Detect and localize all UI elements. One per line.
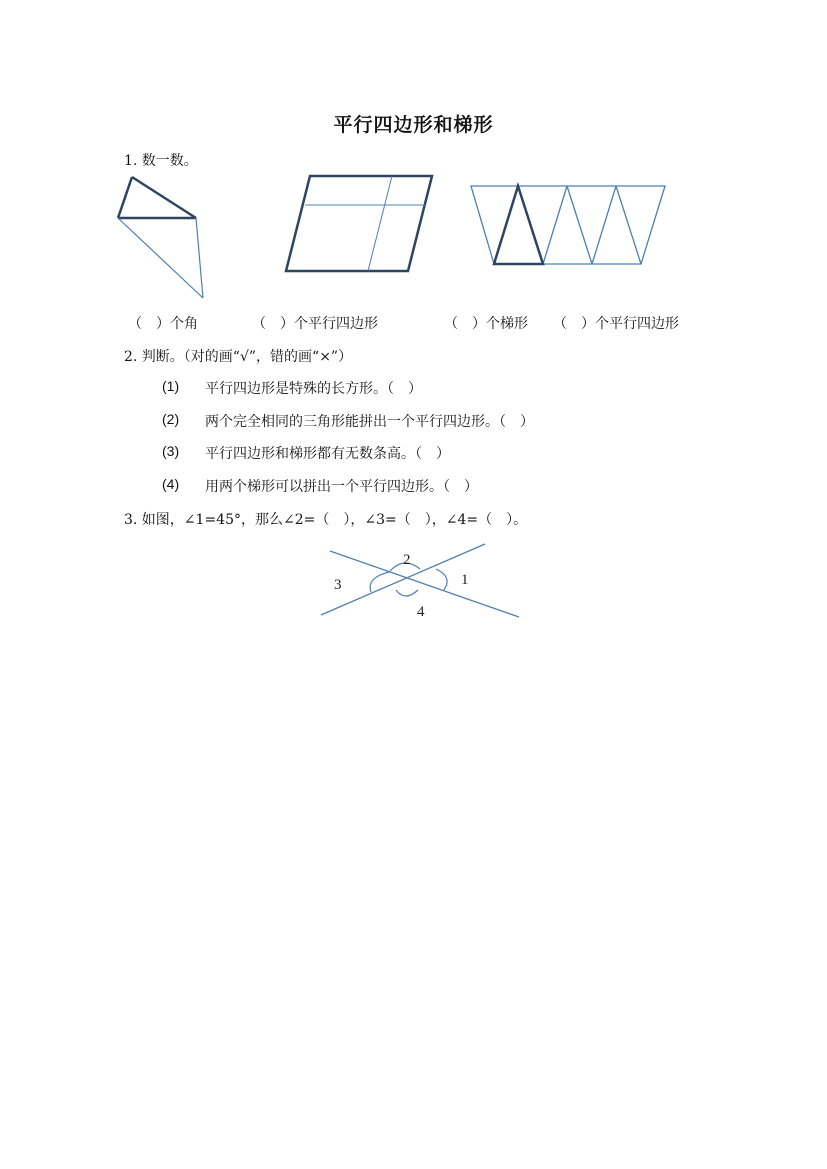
angle-ray-5: [196, 218, 203, 298]
q2-item-2-text: 两个完全相同的三角形能拼出一个平行四边形。（ ）: [205, 414, 534, 430]
figure-trapezoids: [471, 186, 665, 264]
angle-label-2: 2: [403, 552, 411, 568]
q2-item-3-number: (3): [162, 443, 180, 459]
strip-line-6: [616, 186, 641, 264]
strip-line-5: [592, 186, 616, 264]
q1-answer-parallelograms-1: （ ）个平行四边形: [252, 316, 378, 332]
arc-angle-4: [396, 590, 418, 596]
parallelogram-outline: [286, 176, 432, 271]
line-a: [330, 551, 519, 617]
q2-item-1-number: (1): [162, 378, 180, 394]
q1-heading: 1. 数一数。: [124, 153, 198, 169]
angle-ray-1: [118, 177, 132, 218]
angle-ray-4: [118, 218, 203, 298]
strip-line-3: [543, 186, 567, 264]
q2-item-1-text: 平行四边形是特殊的长方形。（ ）: [205, 381, 422, 397]
q1-answer-angles: （ ）个角: [128, 316, 198, 332]
figure-parallelogram: [286, 176, 432, 271]
trapezoid-outline: [471, 186, 665, 264]
angle-label-3: 3: [334, 577, 342, 593]
parallelogram-slant-line: [368, 176, 392, 271]
figure-angles: [118, 177, 203, 298]
q2-item-3-text: 平行四边形和梯形都有无数条高。（ ）: [205, 446, 450, 462]
angle-label-1: 1: [461, 572, 469, 588]
q1-answer-trapezoids: （ ）个梯形: [444, 316, 528, 332]
strip-line-4: [567, 186, 592, 264]
q1-answer-parallelograms-2: （ ）个平行四边形: [553, 316, 679, 332]
figure-crossing-lines: [321, 544, 519, 620]
highlighted-triangle: [494, 186, 543, 264]
arc-angle-1: [436, 569, 447, 590]
q2-item-2-number: (2): [162, 411, 180, 427]
q2-item-4-text: 用两个梯形可以拼出一个平行四边形。（ ）: [205, 479, 478, 495]
page-title: 平行四边形和梯形: [333, 114, 494, 136]
q3-text: 3. 如图，∠1=45°，那么∠2=（ ），∠3=（ ），∠4=（ ）。: [124, 512, 528, 528]
q2-item-4-number: (4): [162, 476, 180, 492]
angle-label-4: 4: [417, 604, 425, 620]
angle-ray-2: [132, 177, 196, 218]
q2-heading: 2. 判断。（对的画“√”，错的画“×”）: [124, 349, 353, 365]
